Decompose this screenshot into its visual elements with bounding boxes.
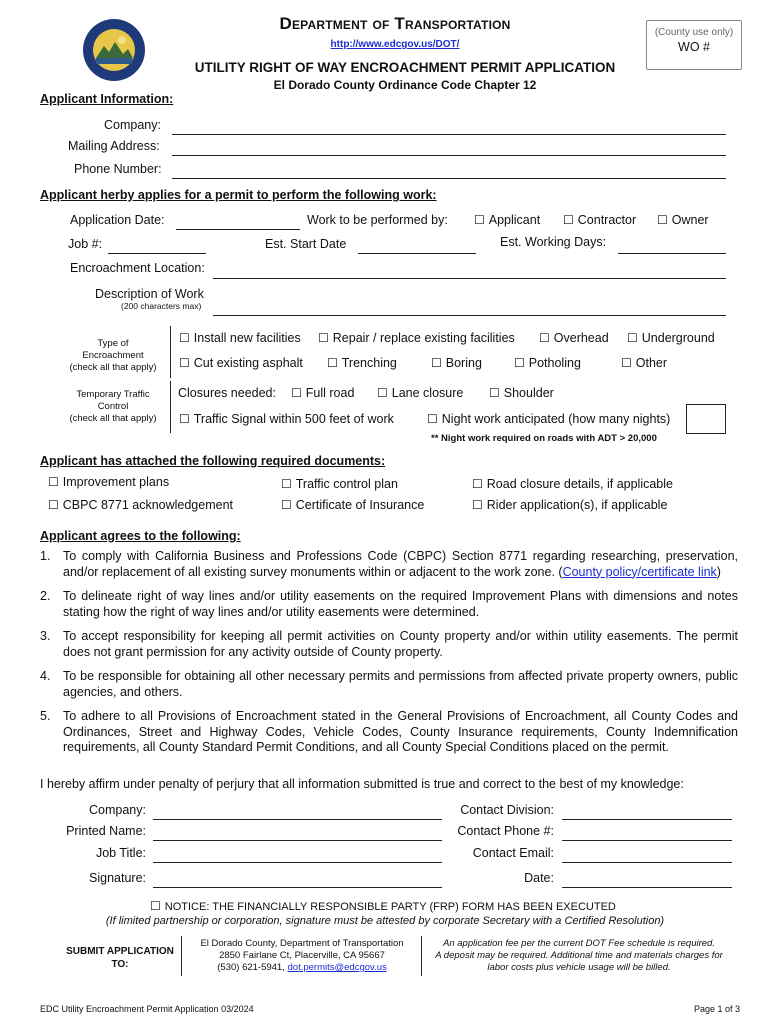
sig-company-field[interactable] [153,819,442,820]
dot-website-link[interactable]: http://www.edcgov.us/DOT/ [330,39,460,50]
underground-checkbox[interactable]: ☐ Underground [627,331,715,345]
working-days-field[interactable] [618,253,726,254]
repair-replace-checkbox[interactable]: ☐ Repair / replace existing facilities [318,331,515,345]
lane-closure-checkbox[interactable]: ☐ Lane closure [377,386,463,400]
printed-name-label: Printed Name: [66,824,146,838]
agreement-item: 5. To adhere to all Provisions of Encroachment stated in the General Provisions of Encroachment, all County Codes and Ordinances, Street and Highway Codes, Vehicle Codes, County Insurance requirements, County Indemnification requirements, all County Standard Permit Conditions, and all County Special Conditions placed on the permit. [40,709,738,754]
road-closure-details-checkbox[interactable]: ☐ Road closure details, if applicable [472,477,673,491]
documents-heading: Applicant has attached the following required documents: [40,454,386,468]
night-work-note: ** Night work required on roads with ADT > 20,000 [431,433,657,444]
traffic-control-label: Temporary Traffic Control (check all that apply) [69,389,157,424]
submit-label: SUBMIT APPLICATION TO: [66,946,174,970]
job-title-label: Job Title: [95,846,146,860]
nights-count-field[interactable] [686,404,726,434]
agreement-item: 4. To be responsible for obtaining all other necessary permits and permissions from affected private property owners, public agencies, and others. [40,669,738,699]
company-field[interactable] [172,134,726,135]
start-date-field[interactable] [358,253,476,254]
form-title: UTILITY RIGHT OF WAY ENCROACHMENT PERMIT APPLICATION [194,60,616,75]
certificate-insurance-checkbox[interactable]: ☐ Certificate of Insurance [281,498,424,512]
date-label: Date: [524,871,554,885]
description-field[interactable] [213,315,726,316]
frp-notice-subtext: (If limited partnership or corporation, signature must be attested by corporate Secretary with a Certified Resolution) [105,915,665,927]
contact-phone-field[interactable] [562,840,732,841]
dot-permits-email-link[interactable]: dot.permits@edcgov.us [287,962,387,973]
rider-application-checkbox[interactable]: ☐ Rider application(s), if applicable [472,498,667,512]
department-title: Department of Transportation [279,14,511,33]
application-date-field[interactable] [176,229,300,230]
location-label: Encroachment Location: [70,261,205,275]
trenching-checkbox[interactable]: ☐ Trenching [327,356,397,370]
submit-divider-right [421,936,422,976]
frp-notice-checkbox[interactable]: ☐ NOTICE: THE FINANCIALLY RESPONSIBLE PARTY (FRP) FORM HAS BEEN EXECUTED [150,899,616,913]
description-label: Description of Work [95,287,204,301]
install-new-checkbox[interactable]: ☐ Install new facilities [179,331,301,345]
agreement-list [40,549,738,765]
contact-phone-label: Contact Phone #: [457,824,554,838]
contact-email-label: Contact Email: [472,846,554,860]
sig-company-label: Company: [89,803,146,817]
overhead-checkbox[interactable]: ☐ Overhead [539,331,609,345]
working-days-label: Est. Working Days: [500,235,607,249]
contact-division-field[interactable] [562,819,732,820]
improvement-plans-checkbox[interactable]: ☐ Improvement plans [48,475,169,489]
contractor-checkbox[interactable]: ☐ Contractor [563,213,636,227]
submit-divider-left [181,936,182,976]
county-use-label: (County use only) [654,27,734,38]
job-title-field[interactable] [153,862,442,863]
mailing-address-field[interactable] [172,155,726,156]
phone-field[interactable] [172,178,726,179]
mailing-address-label: Mailing Address: [68,139,160,153]
other-checkbox[interactable]: ☐ Other [621,356,667,370]
submit-address: El Dorado County, Department of Transportation 2850 Fairlane Ct, Placerville, CA 95667 (530) 621-5941, dot.permits@edcgov.us [200,938,404,973]
county-seal-logo [82,18,146,82]
agreement-item: 3. To accept responsibility for keeping all permit activities on County property and/or within utility easements. The permit does not grant permission for any activity outside of County property. [40,629,738,659]
type-of-encroachment-label: Type of Encroachment (check all that apply) [69,338,157,373]
signature-field[interactable] [153,887,442,888]
start-date-label: Est. Start Date [265,237,347,251]
date-field[interactable] [562,887,732,888]
printed-name-field[interactable] [153,840,442,841]
closures-needed-label: Closures needed: [178,386,276,400]
type-divider [170,326,171,378]
affirm-statement: I hereby affirm under penalty of perjury that all information submitted is true and correct to the best of my knowledge: [40,777,684,791]
traffic-control-plan-checkbox[interactable]: ☐ Traffic control plan [281,477,398,491]
cut-asphalt-checkbox[interactable]: ☐ Cut existing asphalt [179,356,303,370]
footer-page-number: Page 1 of 3 [693,1004,740,1014]
form-subtitle: El Dorado County Ordinance Code Chapter 12 [273,78,537,92]
phone-label: Phone Number: [74,162,162,176]
potholing-checkbox[interactable]: ☐ Potholing [514,356,581,370]
full-road-checkbox[interactable]: ☐ Full road [291,386,354,400]
agreement-item: 1. To comply with California Business and Professions Code (CBPC) Section 8771 regarding researching, preservation, and/or replacement of all existing survey monuments within or adjacent to the work zone. (County policy/certificate link) [40,549,738,579]
application-date-label: Application Date: [70,213,165,227]
traffic-signal-checkbox[interactable]: ☐ Traffic Signal within 500 feet of work [179,412,394,426]
traffic-divider [170,381,171,433]
agreement-item: 2. To delineate right of way lines and/or utility easements on the required Improvement Plans with dimensions and notes stating how the right of way lines and/or utility easements were determined. [40,589,738,619]
footer-form-id: EDC Utility Encroachment Permit Application 03/2024 [40,1004,254,1014]
applicant-info-heading: Applicant Information: [40,92,174,106]
work-heading: Applicant herby applies for a permit to perform the following work: [40,188,437,202]
owner-checkbox[interactable]: ☐ Owner [657,213,709,227]
description-note: (200 characters max) [121,301,202,311]
contact-division-label: Contact Division: [460,803,554,817]
county-use-box [646,20,742,70]
cbpc-acknowledgement-checkbox[interactable]: ☐ CBPC 8771 acknowledgement [48,498,233,512]
shoulder-checkbox[interactable]: ☐ Shoulder [489,386,554,400]
signature-label: Signature: [89,871,146,885]
applicant-checkbox[interactable]: ☐ Applicant [474,213,540,227]
county-policy-link[interactable]: County policy/certificate link [562,564,717,579]
contact-email-field[interactable] [562,862,732,863]
location-field[interactable] [213,278,726,279]
company-label: Company: [104,118,161,132]
night-work-checkbox[interactable]: ☐ Night work anticipated (how many nights) [427,412,670,426]
wo-label: WO # [678,40,710,54]
job-number-label: Job #: [68,237,103,251]
boring-checkbox[interactable]: ☐ Boring [431,356,482,370]
fee-notice: An application fee per the current DOT Fee schedule is required. A deposit may be required. Additional time and materials charges for labor costs plus vehicle usage will be billed. [435,938,723,973]
agree-heading: Applicant agrees to the following: [40,529,241,543]
job-number-field[interactable] [108,253,206,254]
work-performed-by-label: Work to be performed by: [307,213,448,227]
